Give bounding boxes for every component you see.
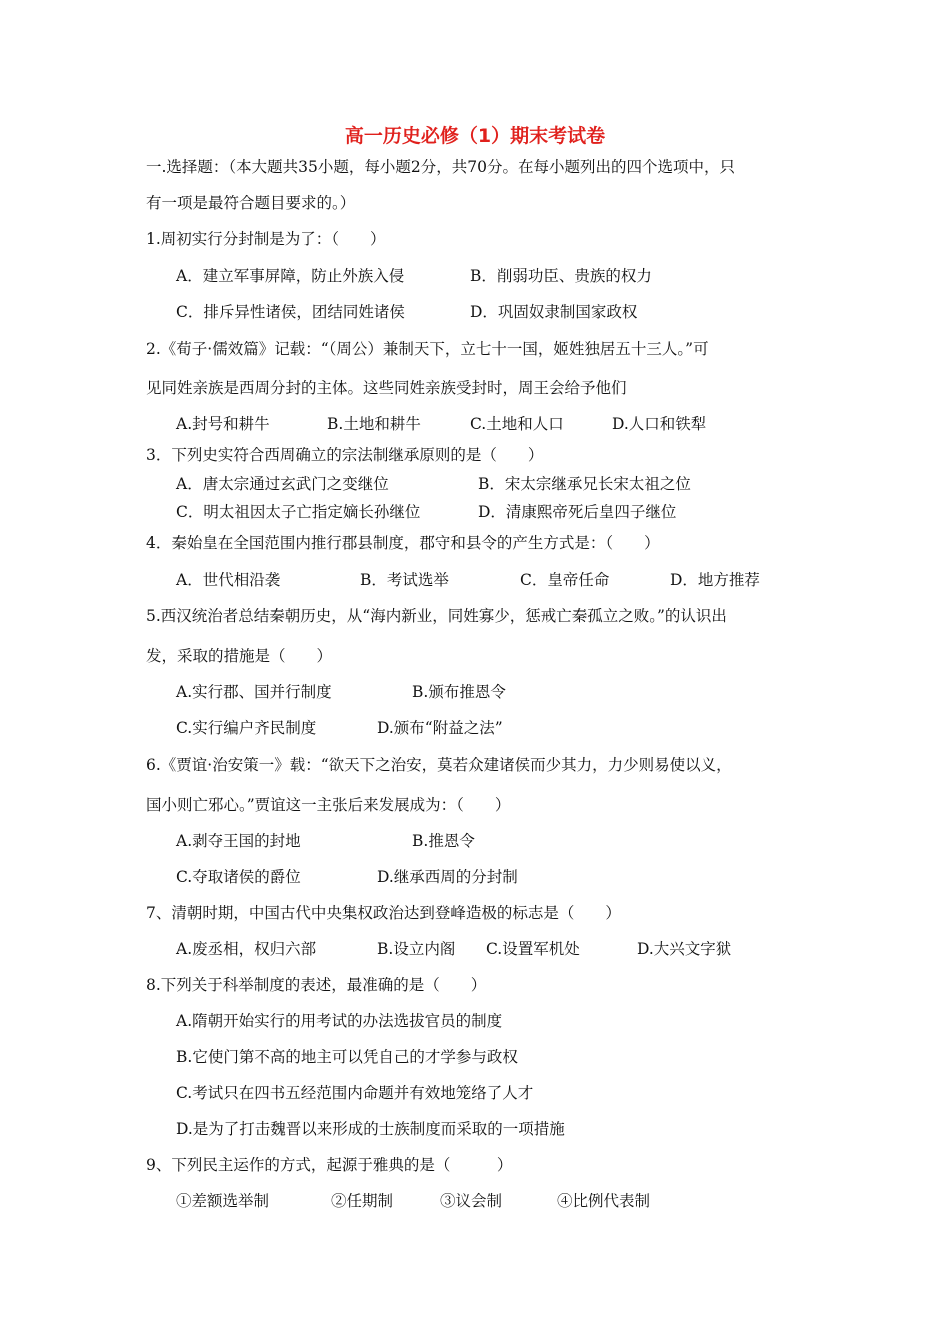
question-9-option-1: ①差额选举制: [176, 1192, 270, 1210]
page-title: 高一历史必修（1）期末考试卷: [344, 125, 606, 147]
question-5-option-a: A.实行郡、国并行制度: [176, 683, 332, 701]
question-6-option-c: C.夺取诸侯的爵位: [176, 868, 301, 886]
question-4-option-c: C．皇帝任命: [520, 571, 610, 589]
question-6-option-b: B.推恩令: [412, 832, 475, 850]
question-8-option-a: A.隋朝开始实行的用考试的办法选拔官员的制度: [176, 1012, 503, 1030]
question-8-option-c: C.考试只在四书五经范围内命题并有效地笼络了人才: [176, 1084, 534, 1102]
question-4-option-b: B．考试选举: [360, 571, 449, 589]
question-6-stem-line-1: 6.《贾谊·治安策一》载：“欲天下之治安，莫若众建诸侯而少其力，力少则易使以义，: [146, 756, 732, 774]
question-5-stem-line-1: 5.西汉统治者总结秦朝历史，从“海内新业，同姓寡少，惩戒亡秦孤立之败。”的认识出: [146, 607, 727, 625]
question-3-option-a: A．唐太宗通过玄武门之变继位: [176, 475, 389, 493]
question-7-option-a: A.废丞相，权归六部: [176, 940, 317, 958]
question-2-option-a: A.封号和耕牛: [176, 415, 270, 433]
question-6-option-d: D.继承西周的分封制: [377, 868, 518, 886]
question-3-stem: 3．下列史实符合西周确立的宗法制继承原则的是（ ）: [146, 446, 544, 464]
question-3-option-c: C．明太祖因太子亡指定嫡长孙继位: [176, 503, 421, 521]
question-3-option-b: B．宋太宗继承兄长宋太祖之位: [478, 475, 691, 493]
question-2-option-c: C.土地和人口: [470, 415, 564, 433]
question-6-stem-line-2: 国小则亡邪心。”贾谊这一主张后来发展成为：（ ）: [146, 796, 511, 814]
question-1-option-c: C．排斥异性诸侯，团结同姓诸侯: [176, 303, 405, 321]
section-intro-line-2: 有一项是最符合题目要求的。）: [146, 194, 356, 212]
question-2-stem-line-2: 见同姓亲族是西周分封的主体。这些同姓亲族受封时，周王会给予他们: [146, 379, 627, 397]
question-6-option-a: A.剥夺王国的封地: [176, 832, 301, 850]
question-2-stem-line-1: 2.《荀子·儒效篇》记载：“（周公）兼制天下，立七十一国，姬姓独居五十三人。”可: [146, 340, 709, 358]
question-9-option-3: ③议会制: [440, 1192, 503, 1210]
question-5-stem-line-2: 发，采取的措施是（ ）: [146, 647, 333, 665]
question-5-option-d: D.颁布“附益之法”: [377, 719, 503, 737]
question-5-option-c: C.实行编户齐民制度: [176, 719, 317, 737]
question-5-option-b: B.颁布推恩令: [412, 683, 506, 701]
question-7-stem: 7、清朝时期，中国古代中央集权政治达到登峰造极的标志是（ ）: [146, 904, 621, 922]
question-4-option-a: A．世代相沿袭: [176, 571, 281, 589]
question-4-option-d: D．地方推荐: [670, 571, 760, 589]
question-9-option-4: ④比例代表制: [557, 1192, 651, 1210]
question-9-stem: 9、下列民主运作的方式，起源于雅典的是（ ）: [146, 1156, 513, 1174]
question-2-option-d: D.人口和铁犁: [612, 415, 707, 433]
section-intro-line-1: 一.选择题：（本大题共35小题，每小题2分，共70分。在每小题列出的四个选项中，只: [146, 158, 735, 176]
question-7-option-b: B.设立内阁: [377, 940, 456, 958]
question-1-option-d: D．巩固奴隶制国家政权: [470, 303, 638, 321]
question-1-stem: 1.周初实行分封制是为了：（ ）: [146, 230, 386, 248]
question-7-option-d: D.大兴文字狱: [637, 940, 732, 958]
question-3-option-d: D．清康熙帝死后皇四子继位: [478, 503, 677, 521]
question-1-option-a: A．建立军事屏障，防止外族入侵: [176, 267, 405, 285]
question-1-option-b: B．削弱功臣、贵族的权力: [470, 267, 652, 285]
question-9-option-2: ②任期制: [331, 1192, 394, 1210]
question-2-option-b: B.土地和耕牛: [327, 415, 421, 433]
question-8-option-b: B.它使门第不高的地主可以凭自己的才学参与政权: [176, 1048, 518, 1066]
question-8-stem: 8.下列关于科举制度的表述，最准确的是（ ）: [146, 976, 487, 994]
question-8-option-d: D.是为了打击魏晋以来形成的士族制度而采取的一项措施: [176, 1120, 565, 1138]
question-4-stem: 4．秦始皇在全国范围内推行郡县制度，郡守和县令的产生方式是：（ ）: [146, 534, 660, 552]
question-7-option-c: C.设置军机处: [486, 940, 580, 958]
